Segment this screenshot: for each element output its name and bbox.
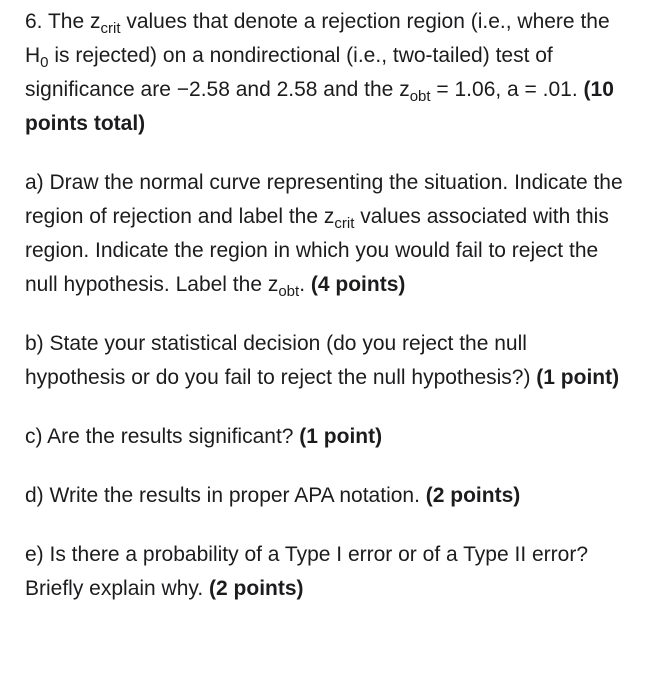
part-a-points: (4 points) [310,273,406,296]
part-a-zobt-subscript: obt [278,283,300,300]
part-a-text-2: values associated with this region. Indicate the region in which you would fail to reject the null hypothesis. Label the z [25,205,609,296]
part-a-text-1: a) Draw the normal curve representing the situation. Indicate the region of rejection and label the z [25,171,623,228]
part-d-points: (2 points) [425,484,521,507]
part-b-points: (1 point) [536,366,620,389]
part-c [25,420,625,454]
h0-subscript: 0 [40,54,49,71]
stem-text-1: 6. The z [25,10,101,33]
question-6-stem [25,5,625,141]
part-e-text: e) Is there a probability of a Type I error or of a Type II error? Briefly explain why. [25,543,589,600]
part-a-zcrit-subscript: crit [334,215,355,232]
stem-text-3: is rejected) on a nondirectional (i.e., two-tailed) test of significance are −2.58 and 2.58 and the z [25,44,553,101]
part-a-text-3: . [299,273,311,296]
zobt-subscript: obt [409,88,431,105]
part-d-text: d) Write the results in proper APA notation. [25,484,426,507]
stem-text-2: values that denote a rejection region (i.e., where the H [25,10,610,67]
part-c-points: (1 point) [299,425,383,448]
part-e-points: (2 points) [209,577,304,600]
part-e [25,538,625,606]
stem-text-4: = 1.06, a = .01. [430,78,584,101]
part-c-text: c) Are the results significant? [25,425,300,448]
total-points: (10 points total) [25,78,614,135]
part-b [25,327,625,395]
zcrit-subscript: crit [100,20,121,37]
part-d [25,479,625,513]
part-a [25,166,625,302]
part-b-text: b) State your statistical decision (do you reject the null hypothesis or do you fail to reject the null hypothesis?) [25,332,537,389]
